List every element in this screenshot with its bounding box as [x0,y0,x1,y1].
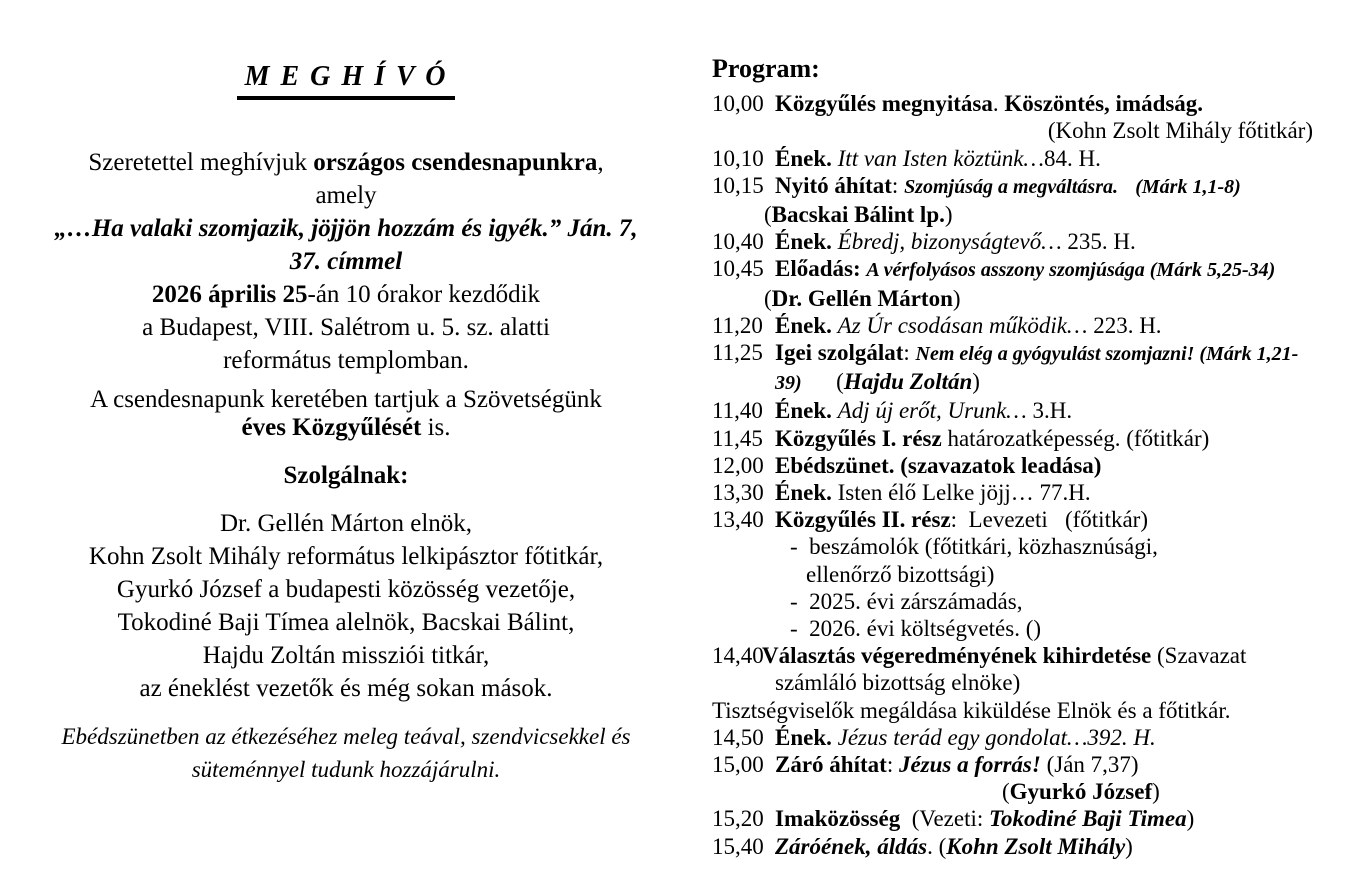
text-run: : [891,172,905,198]
invite-line [28,459,664,492]
time-label: 15,00 [712,752,764,778]
text-run: az éneklést vezetők és még sokan mások. [139,675,553,702]
text-run: Szolgálnak: [283,462,409,489]
text-run: Tokodiné Baji Tímea alelnök, Bacskai Bálint, [117,609,575,636]
program-line [712,228,1313,255]
invite-line [28,639,664,672]
time-label: 15,20 [712,806,764,832]
text-run: 235. H. [1061,229,1136,255]
program-line [712,588,1313,615]
text-run: ( [764,202,772,228]
invite-line [28,146,664,179]
program-line [712,751,1313,778]
text-run: ( [764,285,772,311]
text-run: Szeretettel meghívjuk [88,149,314,176]
text-run: 223. H. [1087,312,1162,338]
text-run: Választás végeredményének kihirdetése [762,643,1152,669]
program-line [712,397,1313,424]
time-label: 14,40 [712,643,764,669]
text-run: Dr. Gellén Márton [771,285,953,311]
text-run: Igei szolgálat [775,340,904,366]
text-run: „…Ha valaki szomjazik, jöjjön hozzám és igyék.” Ján. 7, [54,215,638,242]
time-label: 11,45 [712,425,763,451]
text-run: ) [944,202,953,228]
invite-line [28,344,664,377]
text-run: Ébredj, bizonyságtevő… [837,229,1062,255]
text-run: Köszöntés, imádság. [1004,91,1204,117]
text-run: , [597,149,604,176]
text-run: 37. címmel [289,248,403,275]
invite-line [28,573,664,606]
text-run: . ( [927,833,947,859]
text-run: Záróének, áldás [775,833,928,859]
text-run: ( [1002,779,1010,805]
invite-line [28,245,664,278]
text-run: Itt van Isten köztünk… [837,145,1044,171]
time-label: 10,10 [712,145,764,171]
text-run: Kohn Zsolt Mihály református lelkipásztor főtitkár, [88,543,604,570]
program-line [712,172,1313,201]
time-label: 10,40 [712,229,764,255]
program-line [712,533,1313,560]
text-run: Bacskai Bálint lp. [771,202,945,228]
text-run: süteménnyel tudunk hozzájárulni. [191,757,501,782]
text-run: Közgyűlés megnyitása [775,91,993,117]
text-run: éves Közgyűlését [241,414,422,441]
text-run: Tokodiné Baji Timea [989,806,1187,832]
text-run [1118,173,1135,198]
invitation-body [28,146,664,786]
program-line [712,90,1313,117]
program-line [712,506,1313,533]
text-run: Nem elég a gyógyulást szomjazni! (Márk 1,21- [915,343,1299,366]
text-run: ellenőrző bizottsági) [806,561,995,587]
text-run: Gyurkó József [1009,779,1153,805]
program-line [712,805,1313,832]
text-run: ( [801,369,844,395]
text-run: Előadás: [775,256,861,282]
text-run: a Budapest, VIII. Salétrom u. 5. sz. alatti [142,314,550,341]
text-run: Ének. [775,312,832,338]
invite-line [28,278,664,311]
text-run: 2026 április 25 [151,281,308,308]
text-run: Közgyűlés I. rész [775,425,942,451]
text-run: Ének. [775,145,832,171]
text-run: - 2026. évi költségvetés. () [790,616,1042,642]
text-run: - 2025. évi zárszámadás, [790,588,1023,614]
text-run: Nyitó áhítat [775,172,892,198]
text-run: ) [1186,806,1195,832]
time-label: 12,00 [712,452,764,478]
text-run: határozatképesség. (főtitkár) [941,425,1210,451]
program-line [712,642,1313,669]
text-run: (Szavazat [1151,643,1247,669]
time-label: 13,30 [712,480,764,506]
program-line [712,368,1313,397]
text-run: (Ján 7,37) [1040,752,1139,778]
invite-line [28,311,664,344]
text-run: (Márk 1,1-8) [1135,175,1241,198]
program-schedule [712,90,1313,860]
program-line [712,833,1313,860]
text-run: : [886,752,899,778]
text-run: ) [952,285,961,311]
time-label: 10,00 [712,91,764,117]
text-run: Gyurkó József a budapesti közösség vezetője, [116,576,576,603]
text-run: Záró áhítat [775,752,887,778]
time-label: 10,45 [712,256,764,282]
invitation-column [28,60,664,786]
text-run: Jézus terád egy gondolat…392. H. [837,724,1156,750]
program-line [712,285,1313,312]
text-run: ) [1125,833,1133,859]
text-run: Tisztségviselők megáldása kiküldése Elnök és a főtitkár. [712,697,1231,723]
program-line [712,479,1313,506]
invite-line [28,606,664,639]
program-line [712,425,1313,452]
invite-line [28,507,664,540]
invite-line [28,672,664,705]
text-run: A vérfolyásos asszony szomjúsága (Márk 5,25-34) [866,259,1276,282]
text-run: amely [315,182,377,209]
text-run: is. [421,414,451,441]
time-label: 14,50 [712,724,764,750]
text-run: Ének. [775,398,832,424]
program-line [712,255,1313,284]
invite-line [28,540,664,573]
program-line [712,452,1313,479]
text-run: Hajdu Zoltán missziói titkár, [202,642,490,669]
text-run: (Vezeti: [900,806,989,832]
text-run: . [992,91,1005,117]
text-run: 3.H. [1026,398,1073,424]
text-run: 84. H. [1043,145,1101,171]
time-label: 11,20 [712,312,763,338]
invite-line [28,753,664,786]
program-line [712,201,1313,228]
text-run: Adj új erőt, Urunk… [837,398,1027,424]
time-label: 10,15 [712,172,764,198]
text-run: Ebédszünet. (szavazatok leadása) [775,452,1102,478]
program-line [712,615,1313,642]
text-run: Dr. Gellén Márton elnök, [219,510,473,537]
program-line [712,339,1313,368]
text-run: Ének. [775,229,832,255]
text-run: Jézus a forrás! [898,752,1041,778]
text-run: Ebédszünetben az étkezéséhez meleg teával, szendvicsekkel és [61,724,631,749]
program-line [712,117,1313,144]
text-run: Isten élő Lelke jöjj… 77.H. [831,480,1091,506]
text-run: Ének. [775,480,832,506]
time-label: 11,25 [712,340,763,366]
text-run: református templomban. [223,347,469,374]
text-run: ) [972,369,980,395]
program-line [712,669,1313,696]
program-column [712,55,1313,860]
text-run: : [903,340,916,366]
program-line [712,312,1313,339]
text-run: Kohn Zsolt Mihály [946,833,1126,859]
text-run: számláló bizottság elnöke) [775,670,1021,696]
text-run: 39) [775,372,802,395]
program-line [712,724,1313,751]
text-run: Szomjúság a megváltásra. [904,175,1118,198]
invite-line [28,212,664,245]
program-line [712,778,1313,805]
text-run: Ének. [775,724,832,750]
program-line [712,145,1313,172]
text-run: -án 10 órakor kezdődik [307,281,541,308]
text-run: A csendesnapunk keretében tartjuk a Szövetségünk [90,386,602,413]
time-label: 13,40 [712,507,764,533]
time-label: 11,40 [712,398,763,424]
text-run: - beszámolók (főtitkári, közhasznúsági, [790,534,1158,560]
text-run: Közgyűlés II. rész [775,507,951,533]
text-run: országos csendesnapunkra [313,149,598,176]
text-run: Hajdu Zoltán [843,369,973,395]
text-run: (Kohn Zsolt Mihály főtitkár) [1047,118,1313,144]
program-line [712,561,1313,588]
invite-line [28,179,664,212]
program-heading: Program: [712,54,820,83]
text-run: Imaközösség [775,806,901,832]
text-run: ) [1152,779,1160,805]
text-run: Az Úr csodásan működik… [837,312,1088,338]
invite-line [28,720,664,753]
document-title: M E G H Í V Ó [237,60,456,100]
time-label: 15,40 [712,833,764,859]
program-line [712,697,1313,724]
title-wrap [28,60,664,100]
text-run: : Levezeti (főtitkár) [950,507,1148,533]
